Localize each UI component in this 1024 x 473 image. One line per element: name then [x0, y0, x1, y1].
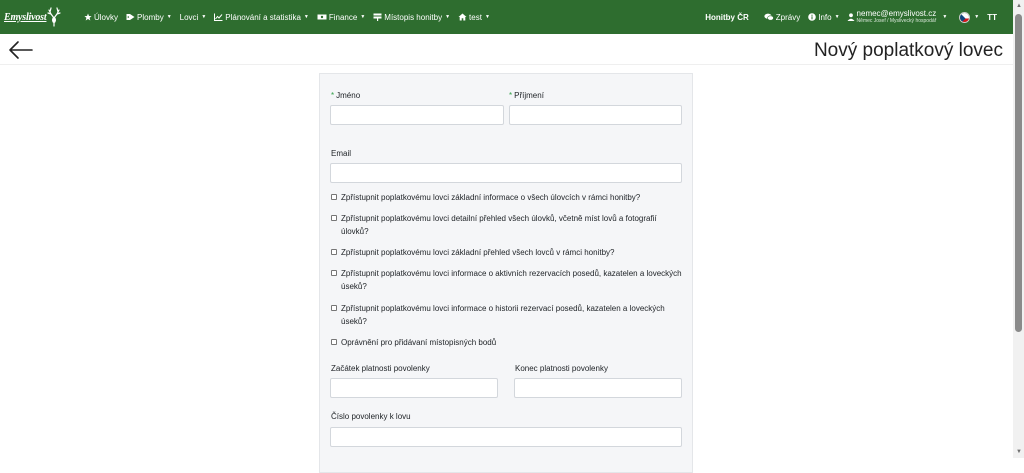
tag-icon [126, 13, 135, 21]
permission-hunters-overview[interactable] [331, 246, 686, 259]
checkbox[interactable] [331, 305, 337, 311]
nav-item-finance[interactable] [313, 0, 369, 34]
nav-item-label: Plomby [137, 12, 164, 22]
deer-antlers-icon [47, 7, 61, 27]
checkbox[interactable] [331, 194, 337, 200]
permission-active-reservations[interactable] [331, 267, 686, 293]
email-input[interactable] [330, 163, 682, 183]
text-size-toggle[interactable]: TT [987, 12, 997, 22]
last-name-input[interactable] [509, 105, 682, 125]
trophy-icon [84, 13, 92, 21]
chevron-down-icon: ▼ [942, 13, 948, 20]
header-divider [0, 64, 1013, 65]
scroll-up-icon[interactable]: ▲ [1016, 3, 1022, 9]
permission-label: Zpřístupnit poplatkovému lovci informace o aktivních rezervacích posedů, kazatelen a loveckých úseků? [341, 269, 682, 291]
nav-item-seals[interactable] [122, 0, 176, 34]
first-name-input[interactable] [330, 105, 504, 125]
user-icon [847, 13, 855, 21]
user-email: nemec@emyslivost.cz [856, 9, 937, 19]
chat-icon [764, 13, 774, 21]
back-button[interactable] [8, 40, 34, 65]
permission-catches-detail[interactable] [331, 212, 686, 238]
page-scrollbar[interactable] [1013, 0, 1024, 458]
chevron-down-icon: ▼ [303, 14, 309, 20]
nav-item-label: Úlovky [94, 12, 119, 22]
permit-end-input[interactable] [514, 378, 682, 398]
nav-item-label: Finance [328, 12, 358, 22]
top-navbar [0, 0, 1013, 34]
chevron-down-icon: ▼ [201, 14, 207, 20]
permission-label: Oprávnění pro přidávaní místopisných bodů [341, 338, 497, 347]
permission-reservation-history[interactable] [331, 302, 686, 328]
first-name-label [331, 91, 360, 100]
permit-number-input[interactable] [330, 427, 682, 447]
permission-label: Zpřístupnit poplatkovému lovci informace o historii rezervací posedů, kazatelen a loveckých úseků? [341, 304, 665, 326]
hunter-form [319, 73, 693, 473]
user-role: Němec Josef / Myslivecký hospodář [856, 17, 937, 24]
nav-item-label: Lovci [179, 12, 199, 22]
permit-end-label: Konec platnosti povolenky [515, 364, 608, 373]
nav-item-label: Místopis honitby [384, 12, 443, 22]
checkbox[interactable] [331, 270, 337, 276]
language-flag-icon[interactable] [959, 12, 970, 23]
info-label: Info [818, 12, 832, 22]
nav-item-label: test [469, 12, 482, 22]
info-menu[interactable] [804, 0, 843, 34]
permission-catches-basic[interactable] [331, 191, 686, 204]
permit-start-label: Začátek platnosti povolenky [331, 364, 430, 373]
chevron-down-icon: ▼ [484, 14, 490, 20]
brand-name: Emyslivost [4, 11, 47, 23]
chart-icon [214, 13, 223, 21]
checkbox[interactable] [331, 249, 337, 255]
permission-add-topography-points[interactable] [331, 336, 686, 349]
main-menu [80, 0, 494, 34]
chevron-down-icon: ▼ [360, 14, 366, 20]
chevron-down-icon: ▼ [834, 14, 840, 20]
email-label: Email [331, 149, 352, 158]
nav-item-label: Plánování a statistika [225, 12, 301, 22]
last-name-label [509, 91, 544, 100]
scroll-thumb[interactable] [1015, 14, 1022, 332]
permit-start-input[interactable] [330, 378, 498, 398]
page-title: Nový poplatkový lovec [813, 40, 1003, 61]
scroll-down-icon[interactable]: ▼ [1016, 449, 1022, 455]
nav-item-test[interactable] [454, 0, 494, 34]
required-mark: * [509, 91, 513, 100]
brand-logo[interactable] [4, 6, 61, 28]
messages-link[interactable] [760, 0, 804, 34]
nav-item-topography[interactable] [369, 0, 454, 34]
permission-label: Zpřístupnit poplatkovému lovci základní přehled všech lovců v rámci honitby? [341, 248, 615, 257]
permit-number-label: Číslo povolenky k lovu [331, 412, 411, 421]
chevron-down-icon: ▼ [166, 14, 172, 20]
signpost-icon [373, 13, 382, 21]
checkbox[interactable] [331, 339, 337, 345]
language-chevron-icon[interactable]: ▼ [974, 14, 980, 20]
nav-item-hunters[interactable] [176, 0, 211, 34]
last-name-label-text: Příjmení [514, 91, 544, 100]
home-icon [458, 13, 467, 21]
required-mark: * [331, 91, 335, 100]
hunting-grounds-link[interactable]: Honitby ČR [705, 12, 749, 22]
nav-right [701, 0, 1001, 34]
permission-label: Zpřístupnit poplatkovému lovci základní informace o všech úlovcích v rámci honitby? [341, 193, 641, 202]
user-menu[interactable] [847, 10, 948, 24]
nav-item-planning[interactable] [210, 0, 313, 34]
first-name-label-text: Jméno [336, 91, 361, 100]
permission-label: Zpřístupnit poplatkovému lovci detailní přehled všech úlovků, včetně míst lovů a fotografií úlovků? [341, 214, 657, 236]
checkbox[interactable] [331, 215, 337, 221]
nav-item-catches[interactable] [80, 0, 122, 34]
arrow-left-icon [8, 40, 34, 60]
messages-label: Zprávy [775, 12, 801, 22]
chevron-down-icon: ▼ [445, 14, 451, 20]
info-icon [808, 13, 816, 21]
money-icon [317, 13, 327, 21]
